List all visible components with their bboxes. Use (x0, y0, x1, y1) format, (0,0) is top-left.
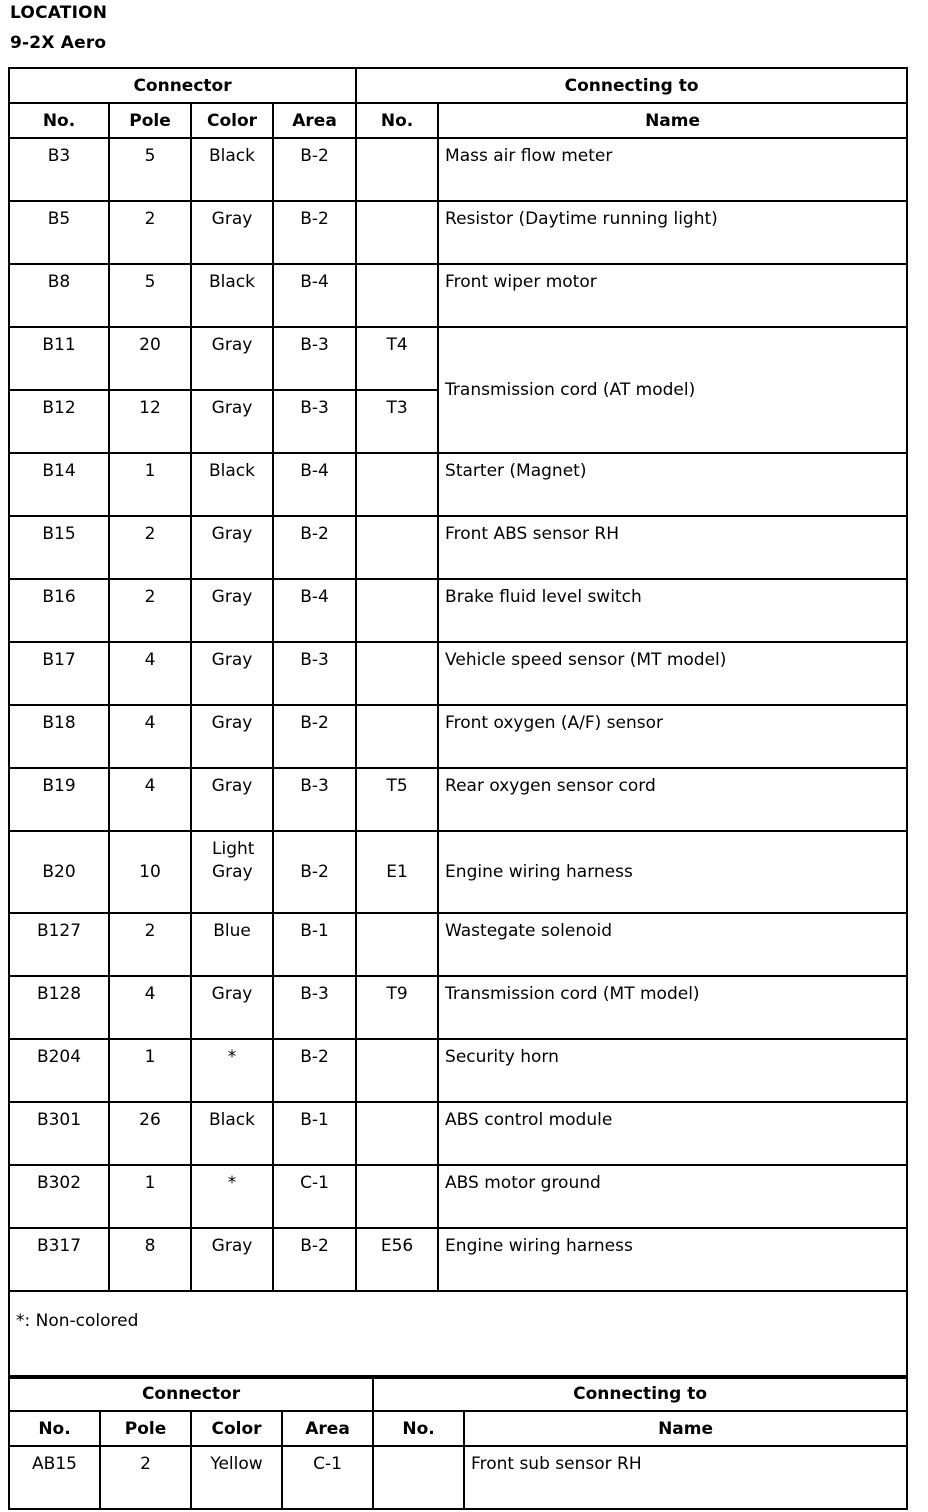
cell-pole: 1 (109, 1165, 191, 1228)
cell-pole: 1 (109, 453, 191, 516)
cell-pole: 5 (109, 138, 191, 201)
cell-area: B-2 (273, 138, 356, 201)
cell-pole: 26 (109, 1102, 191, 1165)
cell-name: Starter (Magnet) (438, 453, 907, 516)
cell-pole: 12 (109, 390, 191, 453)
cell-color: Black (191, 453, 273, 516)
cell-name: Mass air flow meter (438, 138, 907, 201)
cell-pole: 2 (109, 579, 191, 642)
cell-to-no (356, 264, 438, 327)
cell-pole: 4 (109, 642, 191, 705)
col-header-to-no: No. (356, 103, 438, 138)
cell-to-no (356, 516, 438, 579)
model-subtitle: 9-2X Aero (10, 33, 107, 53)
cell-no: B20 (9, 831, 109, 913)
cell-no: B8 (9, 264, 109, 327)
table-row (9, 913, 907, 976)
cell-to-no: T3 (356, 390, 438, 453)
cell-color: Gray (191, 976, 273, 1039)
cell-to-no (356, 201, 438, 264)
cell-color: Black (191, 138, 273, 201)
cell-color: Gray (191, 1228, 273, 1291)
table-row (9, 516, 907, 579)
cell-pole: 2 (109, 201, 191, 264)
cell-area: B-4 (273, 579, 356, 642)
cell-no: B127 (9, 913, 109, 976)
table-row (9, 1165, 907, 1228)
cell-name: Rear oxygen sensor cord (438, 768, 907, 831)
cell-area: B-4 (273, 264, 356, 327)
connector-table (8, 67, 908, 1379)
page-title: LOCATION (10, 3, 108, 23)
cell-pole: 8 (109, 1228, 191, 1291)
cell-pole: 2 (100, 1446, 191, 1509)
cell-area: B-2 (273, 201, 356, 264)
cell-no: B5 (9, 201, 109, 264)
cell-name: Vehicle speed sensor (MT model) (438, 642, 907, 705)
col-header-color: Color (191, 1411, 282, 1446)
cell-area: B-3 (273, 390, 356, 453)
cell-name: Wastegate solenoid (438, 913, 907, 976)
cell-to-no: E56 (356, 1228, 438, 1291)
cell-pole: 2 (109, 516, 191, 579)
cell-no: B317 (9, 1228, 109, 1291)
group-header-connecting-to: Connecting to (356, 68, 907, 103)
table-row (9, 1446, 907, 1509)
cell-color: Gray (191, 768, 273, 831)
cell-pole: 10 (109, 831, 191, 913)
cell-no: B15 (9, 516, 109, 579)
table-row (9, 831, 907, 913)
cell-color: * (191, 1165, 273, 1228)
table-row (9, 327, 907, 390)
cell-to-no (356, 138, 438, 201)
cell-area: B-2 (273, 516, 356, 579)
cell-color: Gray (191, 579, 273, 642)
cell-pole: 5 (109, 264, 191, 327)
group-header-connecting-to: Connecting to (373, 1376, 907, 1411)
table-row (9, 453, 907, 516)
cell-color: Yellow (191, 1446, 282, 1509)
cell-no: B16 (9, 579, 109, 642)
cell-color: Gray (191, 642, 273, 705)
col-header-no: No. (9, 1411, 100, 1446)
cell-no: B204 (9, 1039, 109, 1102)
group-header-connector: Connector (9, 1376, 373, 1411)
cell-to-no (356, 1039, 438, 1102)
cell-pole: 20 (109, 327, 191, 390)
cell-name: Front sub sensor RH (464, 1446, 907, 1509)
cell-to-no (373, 1446, 464, 1509)
table-row (9, 579, 907, 642)
cell-to-no (356, 642, 438, 705)
cell-to-no: T4 (356, 327, 438, 390)
table-row (9, 1228, 907, 1291)
cell-to-no (356, 913, 438, 976)
col-header-color: Color (191, 103, 273, 138)
cell-no: B19 (9, 768, 109, 831)
cell-name: Engine wiring harness (438, 831, 907, 913)
footnote-non-colored: *: Non-colored (9, 1291, 907, 1378)
cell-to-no: T5 (356, 768, 438, 831)
cell-name: Transmission cord (AT model) (438, 327, 907, 453)
cell-name: Front ABS sensor RH (438, 516, 907, 579)
table-row (9, 705, 907, 768)
cell-no: B128 (9, 976, 109, 1039)
cell-color: * (191, 1039, 273, 1102)
table-row (9, 976, 907, 1039)
col-header-pole: Pole (109, 103, 191, 138)
col-header-area: Area (282, 1411, 373, 1446)
cell-color: Gray (191, 390, 273, 453)
cell-color: Black (191, 1102, 273, 1165)
cell-to-no: T9 (356, 976, 438, 1039)
cell-no: B18 (9, 705, 109, 768)
cell-color: Gray (191, 327, 273, 390)
cell-area: B-3 (273, 327, 356, 390)
cell-area: B-4 (273, 453, 356, 516)
col-header-no: No. (9, 103, 109, 138)
cell-area: B-2 (273, 1039, 356, 1102)
table-row (9, 1039, 907, 1102)
table-row (9, 1102, 907, 1165)
cell-name: Security horn (438, 1039, 907, 1102)
cell-area: B-1 (273, 913, 356, 976)
cell-to-no (356, 705, 438, 768)
cell-no: B17 (9, 642, 109, 705)
cell-no: B12 (9, 390, 109, 453)
cell-pole: 4 (109, 976, 191, 1039)
cell-to-no: E1 (356, 831, 438, 913)
table-row (9, 138, 907, 201)
cell-name: ABS motor ground (438, 1165, 907, 1228)
cell-color: Gray (191, 516, 273, 579)
cell-to-no (356, 579, 438, 642)
cell-to-no (356, 1102, 438, 1165)
group-header-connector: Connector (9, 68, 356, 103)
cell-area: B-2 (273, 705, 356, 768)
cell-area: B-2 (273, 1228, 356, 1291)
col-header-to-no: No. (373, 1411, 464, 1446)
cell-color: Black (191, 264, 273, 327)
table-note-row (9, 1291, 907, 1378)
cell-area: C-1 (273, 1165, 356, 1228)
cell-no: AB15 (9, 1446, 100, 1509)
cell-pole: 1 (109, 1039, 191, 1102)
cell-name: ABS control module (438, 1102, 907, 1165)
cell-color: Blue (191, 913, 273, 976)
cell-no: B301 (9, 1102, 109, 1165)
cell-name: Engine wiring harness (438, 1228, 907, 1291)
connector-table-2 (8, 1375, 908, 1510)
table-row (9, 768, 907, 831)
cell-pole: 2 (109, 913, 191, 976)
cell-pole: 4 (109, 705, 191, 768)
cell-no: B11 (9, 327, 109, 390)
cell-color: Gray (191, 705, 273, 768)
col-header-name: Name (464, 1411, 907, 1446)
cell-area: C-1 (282, 1446, 373, 1509)
cell-color: Gray (191, 201, 273, 264)
cell-pole: 4 (109, 768, 191, 831)
cell-color: Light Gray (191, 831, 273, 913)
cell-no: B302 (9, 1165, 109, 1228)
cell-area: B-3 (273, 642, 356, 705)
cell-name: Resistor (Daytime running light) (438, 201, 907, 264)
col-header-name: Name (438, 103, 907, 138)
cell-no: B14 (9, 453, 109, 516)
cell-area: B-1 (273, 1102, 356, 1165)
cell-name: Brake fluid level switch (438, 579, 907, 642)
cell-name: Transmission cord (MT model) (438, 976, 907, 1039)
cell-name: Front wiper motor (438, 264, 907, 327)
table-row (9, 642, 907, 705)
cell-no: B3 (9, 138, 109, 201)
cell-to-no (356, 1165, 438, 1228)
cell-to-no (356, 453, 438, 516)
col-header-area: Area (273, 103, 356, 138)
cell-name: Front oxygen (A/F) sensor (438, 705, 907, 768)
cell-area: B-3 (273, 976, 356, 1039)
table-row (9, 264, 907, 327)
table-row (9, 201, 907, 264)
cell-area: B-3 (273, 768, 356, 831)
col-header-pole: Pole (100, 1411, 191, 1446)
cell-area: B-2 (273, 831, 356, 913)
